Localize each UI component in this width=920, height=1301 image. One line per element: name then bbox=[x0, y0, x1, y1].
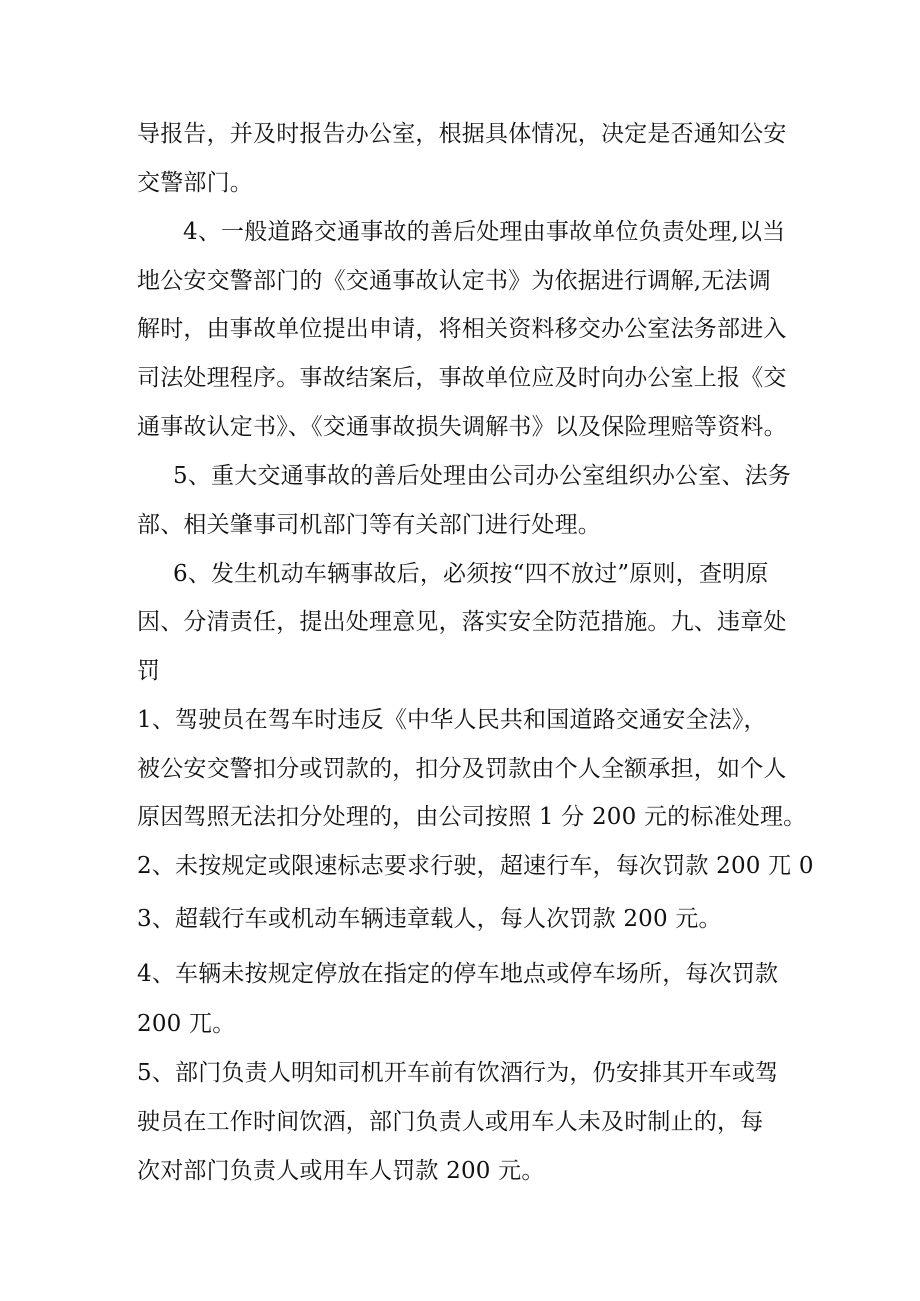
text-line: 原因驾照无法扣分处理的，由公司按照 1 分 200 元的标准处理。 bbox=[137, 804, 807, 830]
text-line: 司法处理程序。事故结案后，事故单位应及时向办公室上报《交 bbox=[137, 365, 787, 391]
text-line: 6、发生机动车辆事故后，必须按“四不放过”原则，查明原 bbox=[173, 561, 769, 587]
text-line: 交警部门。 bbox=[137, 170, 253, 196]
text-line: 部、相关肇事司机部门等有关部门进行处理。 bbox=[137, 512, 601, 538]
text-line: 因、分清责任，提出处理意见，落实安全防范措施。九、违章处 bbox=[137, 609, 787, 635]
text-line: 1、驾驶员在驾车时违反《中华人民共和国道路交通安全法》， bbox=[137, 707, 767, 733]
text-line: 被公安交警扣分或罚款的，扣分及罚款由个人全额承担，如个人 bbox=[137, 756, 787, 782]
text-line: 200 兀。 bbox=[137, 1011, 236, 1037]
text-line: 次对部门负责人或用车人罚款 200 元。 bbox=[137, 1158, 545, 1184]
text-line: 4、一般道路交通事故的善后处理由事故单位负责处理,以当 bbox=[183, 219, 786, 245]
text-line: 5、重大交通事故的善后处理由公司办公室组织办公室、法务 bbox=[173, 463, 792, 489]
text-line: 罚 bbox=[137, 658, 161, 684]
text-line: 驶员在工作时间饮酒，部门负责人或用车人未及时制止的，每 bbox=[137, 1109, 764, 1135]
text-line: 3、超载行车或机动车辆违章载人，每人次罚款 200 元。 bbox=[137, 906, 722, 932]
text-line: 解时，由事故单位提出申请，将相关资料移交办公室法务部进入 bbox=[137, 316, 787, 342]
text-line: 通事故认定书》、《交通事故损失调解书》以及保险理赔等资料。 bbox=[137, 414, 787, 440]
text-line: 4、车辆未按规定停放在指定的停车地点或停车场所，每次罚款 bbox=[137, 961, 779, 987]
text-line: 地公安交警部门的《交通事故认定书》为依据进行调解,无法调 bbox=[137, 268, 771, 294]
text-line: 导报告，并及时报告办公室，根据具体情况，决定是否通知公安 bbox=[137, 121, 787, 147]
text-line: 2、未按规定或限速标志要求行驶，超速行车，每次罚款 200 兀 0 bbox=[137, 853, 814, 879]
text-line: 5、部门负责人明知司机开车前有饮酒行为，仍安排其开车或驾 bbox=[137, 1060, 779, 1086]
